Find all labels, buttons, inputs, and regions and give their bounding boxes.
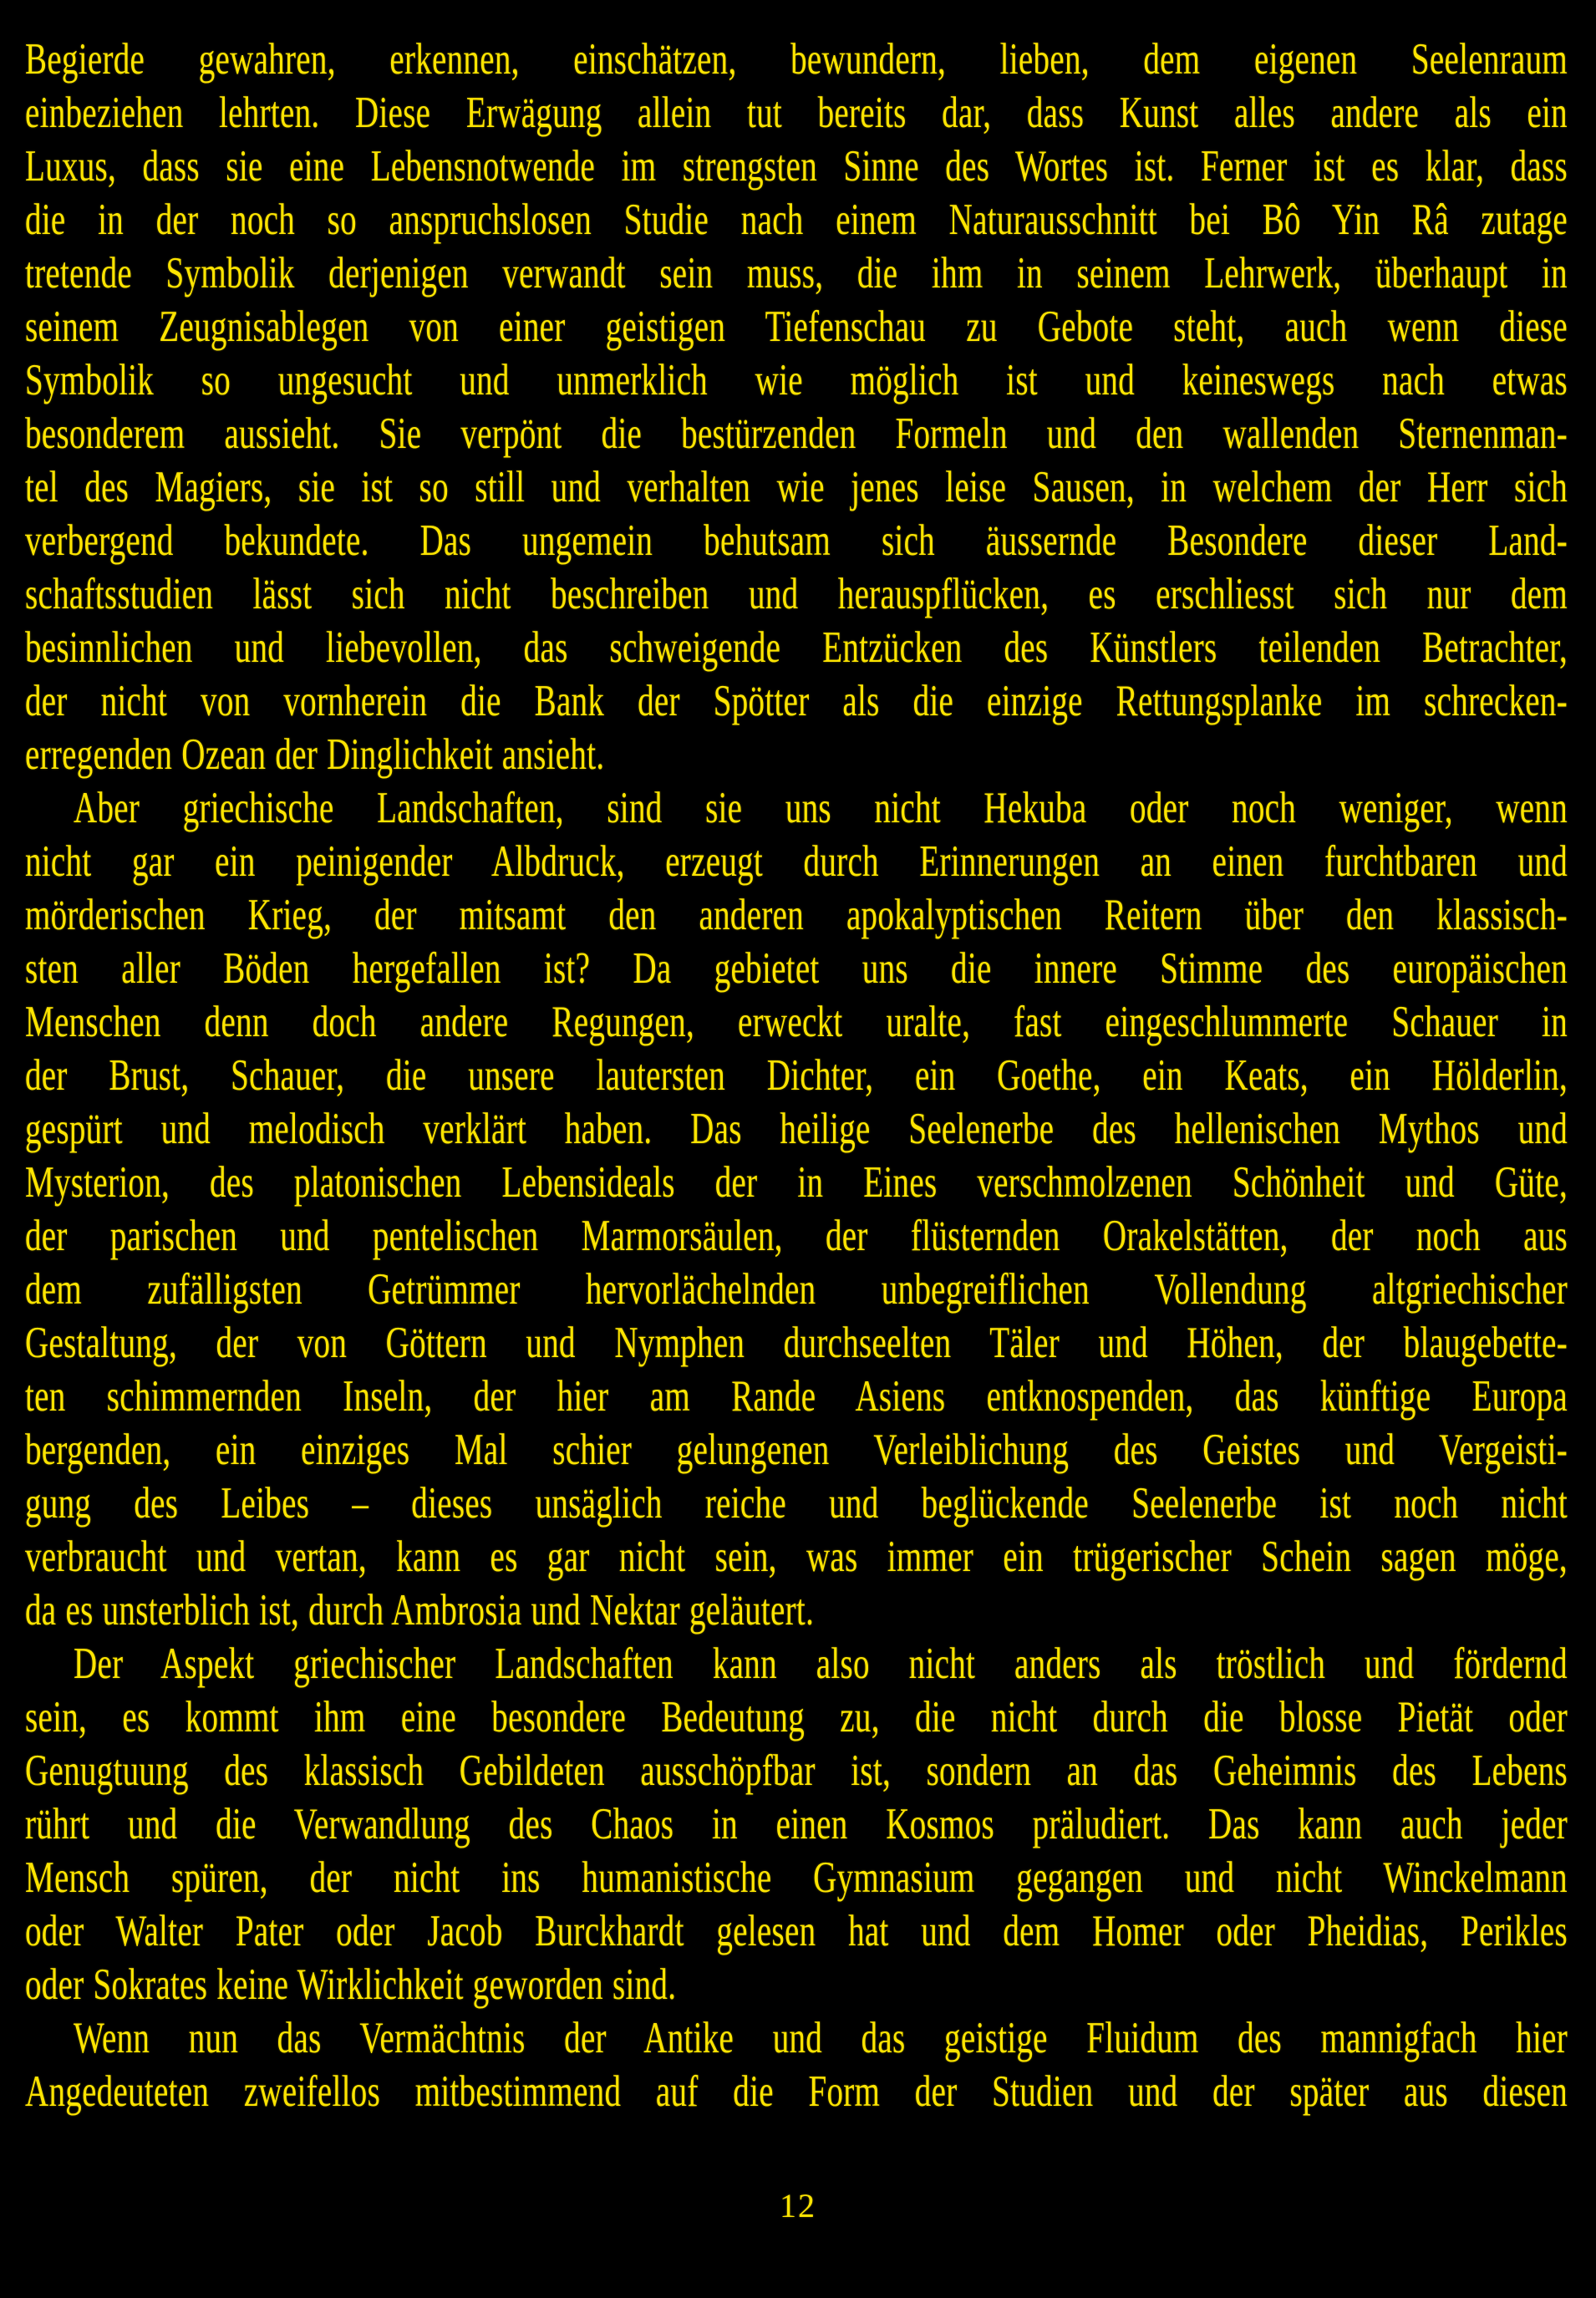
text-line: Gestaltung, der von Göttern und Nymphen durchseelten Täler und Höhen, der blaugebette- xyxy=(25,1319,1568,1368)
text-line: verbraucht und vertan, kann es gar nicht sein, was immer ein trügerischer Schein sagen möge, xyxy=(25,1533,1568,1582)
text-line: gespürt und melodisch verklärt haben. Das heilige Seelenerbe des hellenischen Mythos und xyxy=(25,1105,1568,1154)
text-line: tel des Magiers, sie ist so still und verhalten wie jenes leise Sausen, in welchem der Herr sich xyxy=(25,463,1568,512)
text-line: Mensch spüren, der nicht ins humanistische Gymnasium gegangen und nicht Winckelmann xyxy=(25,1853,1568,1903)
text-line: da es unsterblich ist, durch Ambrosia und Nektar geläutert. xyxy=(25,1586,815,1635)
text-line: oder Sokrates keine Wirklichkeit geworden sind. xyxy=(25,1960,677,2010)
text-line: Genugtuung des klassisch Gebildeten ausschöpfbar ist, sondern an das Geheimnis des Lebens xyxy=(25,1746,1568,1796)
paragraph xyxy=(25,2012,1568,2119)
text-line: der Brust, Schauer, die unsere lautersten Dichter, ein Goethe, ein Keats, ein Hölderlin, xyxy=(25,1051,1568,1101)
text-line: Symbolik so ungesucht und unmerklich wie möglich ist und keineswegs nach etwas xyxy=(25,356,1568,405)
text-line: seinem Zeugnisablegen von einer geistigen Tiefenschau zu Gebote steht, auch wenn diese xyxy=(25,303,1568,352)
text-line: Luxus, dass sie eine Lebensnotwende im strengsten Sinne des Wortes ist. Ferner ist es klar, dass xyxy=(25,142,1568,191)
paragraph xyxy=(25,33,1568,782)
text-line: nicht gar ein peinigender Albdruck, erzeugt durch Erinnerungen an einen furchtbaren und xyxy=(25,837,1568,887)
text-line: erregenden Ozean der Dinglichkeit ansieht. xyxy=(25,730,605,780)
text-line: Begierde gewahren, erkennen, einschätzen, bewundern, lieben, dem eigenen Seelenraum xyxy=(25,35,1568,84)
text-line: mörderischen Krieg, der mitsamt den anderen apokalyptischen Reitern über den klassisch- xyxy=(25,891,1568,940)
text-line: einbeziehen lehrten. Diese Erwägung allein tut bereits dar, dass Kunst alles andere als ein xyxy=(25,89,1568,138)
paragraph xyxy=(25,1638,1568,2012)
paragraph xyxy=(25,782,1568,1638)
text-line: dem zufälligsten Getrümmer hervorlächelnden unbegreiflichen Vollendung altgriechischer xyxy=(25,1265,1568,1314)
text-line: besinnlichen und liebevollen, das schweigende Entzücken des Künstlers teilenden Betrachter, xyxy=(25,623,1568,673)
text-line: oder Walter Pater oder Jacob Burckhardt gelesen hat und dem Homer oder Pheidias, Perikles xyxy=(25,1907,1568,1956)
text-line: ten schimmernden Inseln, der hier am Rande Asiens entknospenden, das künftige Europa xyxy=(25,1372,1568,1421)
text-line: Der Aspekt griechischer Landschaften kann also nicht anders als tröstlich und fördernd xyxy=(74,1640,1568,1689)
text-line: der parischen und pentelischen Marmorsäulen, der flüsternden Orakelstätten, der noch aus xyxy=(25,1212,1568,1261)
text-line: verbergend bekundete. Das ungemein behutsam sich äussernde Besondere dieser Land- xyxy=(25,516,1568,566)
text-line: Angedeuteten zweifellos mitbestimmend auf die Form der Studien und der später aus diesen xyxy=(25,2067,1568,2117)
text-line: der nicht von vornherein die Bank der Spötter als die einzige Rettungsplanke im schrecken- xyxy=(25,677,1568,726)
text-line: tretende Symbolik derjenigen verwandt sein muss, die ihm in seinem Lehrwerk, überhaupt in xyxy=(25,249,1568,298)
text-line: Mysterion, des platonischen Lebensideals der in Eines verschmolzenen Schönheit und Güte, xyxy=(25,1158,1568,1207)
page-number: 12 xyxy=(780,2187,816,2224)
text-line: Wenn nun das Vermächtnis der Antike und das geistige Fluidum des mannigfach hier xyxy=(74,2014,1568,2063)
text-line: rührt und die Verwandlung des Chaos in einen Kosmos präludiert. Das kann auch jeder xyxy=(25,1800,1568,1849)
text-line: sein, es kommt ihm eine besondere Bedeutung zu, die nicht durch die blosse Pietät oder xyxy=(25,1693,1568,1742)
text-line: besonderem aussieht. Sie verpönt die bestürzenden Formeln und den wallenden Sternenman- xyxy=(25,409,1568,459)
text-line: Menschen denn doch andere Regungen, erweckt uralte, fast eingeschlummerte Schauer in xyxy=(25,998,1568,1047)
text-line: die in der noch so anspruchslosen Studie nach einem Naturausschnitt bei Bô Yin Râ zutage xyxy=(25,196,1568,245)
text-line: bergenden, ein einziges Mal schier gelungenen Verleiblichung des Geistes und Vergeisti- xyxy=(25,1426,1568,1475)
text-block xyxy=(25,33,1568,2119)
text-line: schaftsstudien lässt sich nicht beschreiben und herauspflücken, es erschliesst sich nur dem xyxy=(25,570,1568,619)
text-line: gung des Leibes – dieses unsäglich reiche und beglückende Seelenerbe ist noch nicht xyxy=(25,1479,1568,1528)
text-line: sten aller Böden hergefallen ist? Da gebietet uns die innere Stimme des europäischen xyxy=(25,944,1568,994)
text-line: Aber griechische Landschaften, sind sie uns nicht Hekuba oder noch weniger, wenn xyxy=(74,784,1568,833)
